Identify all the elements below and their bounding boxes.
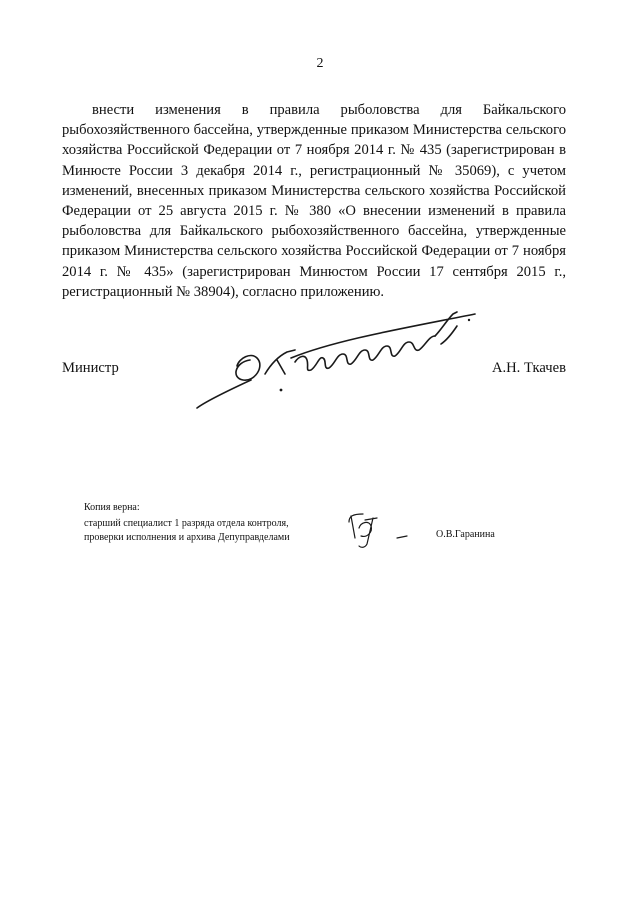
certifier-name: О.В.Гаранина [436,529,495,540]
page-number: 2 [316,56,324,71]
signatory-name: А.Н. Ткачев [491,360,566,376]
signatory-role: Министр [62,360,119,376]
certifier-position-line-1: старший специалист 1 разряда отдела контроля, [84,518,289,529]
certifier-handwritten-signature [343,508,415,550]
certifier-position-line-2: проверки исполнения и архива Депуправделами [84,532,290,543]
minister-handwritten-signature [195,300,495,415]
body-paragraph: внести изменения в правила рыболовства для Байкальского рыбохозяйственного бассейна, утвержденные приказом Министерства сельского хозяйства Российской Федерации от 7 ноября 2014 г. № 435 (зарегистрирован в Минюсте России 3 декабря 2014 г., регистрационный № 35069), с учетом изменений, внесенных приказом Министерства сельского хозяйства Российской Федерации от 25 августа 2015 г. № 380 «О внесении изменений в правила рыболовства для Байкальского рыбохозяйственного бассейна, утвержденные приказом Министерства сельского хозяйства Российской Федерации от 7 ноября 2014 г. № 435» (зарегистрирован Минюстом России 17 сентября 2015 г., регистрационный № 38904), согласно приложению. [62,102,566,300]
certification-heading: Копия верна: [84,502,140,513]
